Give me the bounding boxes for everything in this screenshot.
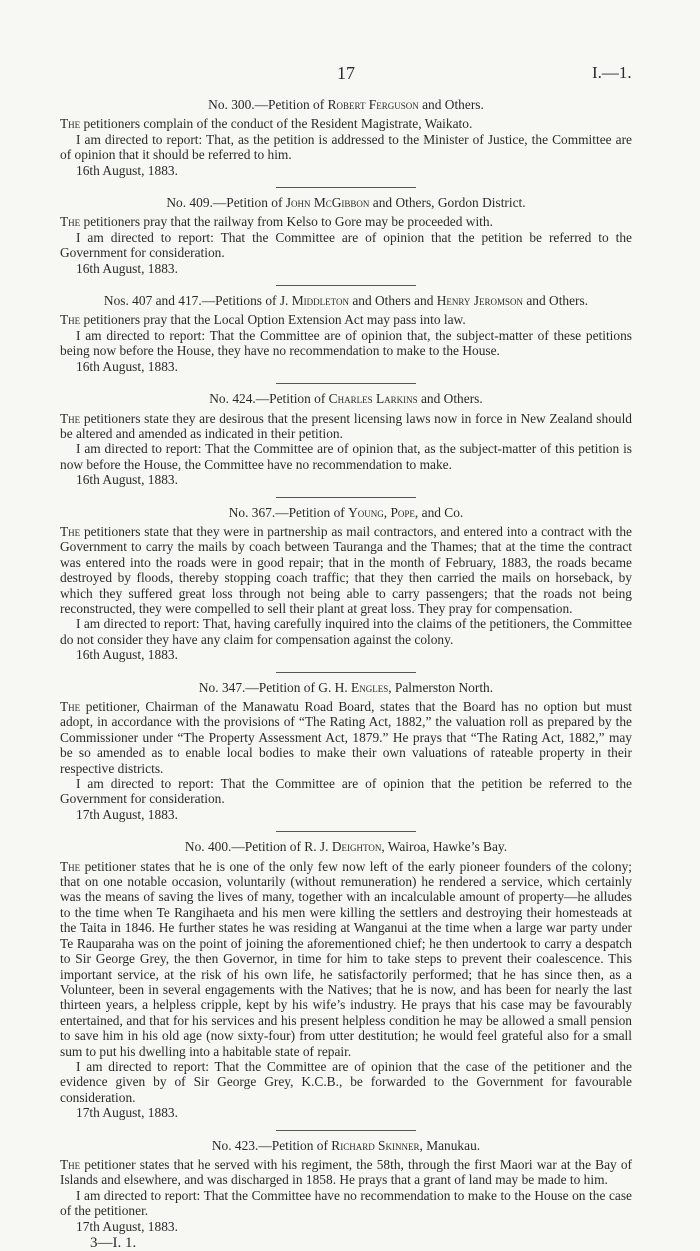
petition-367 [60, 505, 632, 663]
divider [276, 383, 416, 384]
petition-300 [60, 97, 632, 178]
committee-report: I am directed to report: That, having carefully inquired into the claims of the petitioners, the Committee do not consider they have any claim for compensation against the colony. [60, 616, 632, 647]
petition-407-417 [60, 293, 632, 374]
petition-title: No. 367.—Petition of Young, Pope, and Co. [228, 504, 464, 520]
petition-title: No. 300.—Petition of Robert Ferguson and Others. [208, 97, 484, 112]
petition-409 [60, 195, 632, 276]
divider [276, 285, 416, 286]
report-date: 17th August, 1883. [76, 806, 178, 822]
petition-body: The petitioners pray that the Local Option Extension Act may pass into law. [60, 312, 466, 328]
petitions-list [60, 97, 632, 1251]
divider [276, 187, 416, 188]
divider [276, 831, 416, 832]
divider [276, 497, 416, 498]
divider [276, 1130, 416, 1131]
petition-title: No. 424.—Petition of Charles Larkins and Others. [209, 391, 483, 407]
committee-report: I am directed to report: That the Committee are of opinion that the petition be referred to the Government for consideration. [60, 776, 632, 807]
page-number: 17 [337, 63, 355, 83]
petition-body: The petitioners state they are desirous that the present licensing laws now in force in New Zealand should be altered and amended as indicated in their petition. [60, 410, 632, 441]
petition-title: No. 423.—Petition of Richard Skinner, Manukau. [211, 1137, 481, 1153]
petition-body: The petitioner states that he is one of the only few now left of the early pioneer founders of the colony; that on one notable occasion, voluntarily (without remuneration) he rendered a service, which certainly was the means of saving the lives of many, together with an incalculable amount of property—he alludes to the time when Te Rangihaeta and his men were killing the settlers and destroying their homesteads at the Taita in 1846. He further states he was residing at Wanganui at the time when a large war party under Te Rauparaha was on the point of joining the aforementioned chief; he then undertook to carry a despatch to Sir George Grey, the then Governor, in time for him to take steps to prevent their coalescence. This important service, at the risk of his own life, he satisfactorily performed; that he has since then, as a Volunteer, been in several engagements with the Natives; that he is now, and has been for nearly the last thirteen years, a helpless cripple, kept by his wife’s industry. He prays that his case may be favourably entertained, and that for his services and his present helpless condition he may be allowed a small pension to save him in his old age (now sixty-four) from utter destitution; he would feel grateful also for a small sum to put his dwelling into a habitable state of repair. [60, 858, 632, 1059]
petition-title: Nos. 407 and 417.—Petitions of J. Middleton and Others and Henry Jeromson and Others. [103, 293, 589, 309]
petition-347 [60, 680, 632, 823]
document-reference: I.—1. [592, 63, 632, 82]
petition-body: The petitioners state that they were in partnership as mail contractors, and entered into a contract with the Government to carry the mails by coach between Tauranga and the Thames; that at the time the contract was entered into the roads were in good repair; that in the month of February, 1883, the roads became destroyed by floods, thereby stopping coach traffic; that they then carried the mails on horseback, by which they suffered great loss through not being able to carry passengers; that the roads not being reconstructed, they were compelled to sell their plant at great loss. They pray for compensation. [60, 523, 632, 616]
petition-body: The petitioners complain of the conduct of the Resident Magistrate, Waikato. [60, 116, 473, 132]
petition-body: The petitioner, Chairman of the Manawatu Road Board, states that the Board has no option but must adopt, in accordance with the provisions of “The Rating Act, 1882,” the valuation roll as prepared by the Commissioner under “The Property Assessment Act, 1879.” He prays that “The Rating Act, 1882,” may be so amended as to enable local bodies to make their own valuations of rateable property in their respective districts. [60, 699, 632, 776]
petition-400 [60, 839, 632, 1120]
petition-title: No. 347.—Petition of G. H. Engles, Palmerston North. [198, 679, 494, 695]
committee-report: I am directed to report: That the Committee have no recommendation to make to the House on the case of the petitioner. [60, 1187, 632, 1219]
report-date: 17th August, 1883. [76, 1218, 178, 1234]
committee-report: I am directed to report: That the Committee are of opinion that the petition be referred to the Government for consideration. [60, 229, 632, 261]
report-date: 16th August, 1883. [76, 472, 178, 488]
petition-body: The petitioners pray that the railway from Kelso to Gore may be proceeded with. [60, 214, 493, 230]
petition-title: No. 409.—Petition of John McGibbon and Others, Gordon District. [166, 195, 526, 211]
petition-body: The petitioner states that he served with his regiment, the 58th, through the first Maori war at the Bay of Islands and elsewhere, and was discharged in 1858. He prays that a grant of land may be made to him. [60, 1156, 632, 1188]
printer-signature: 3—I. 1. [90, 1235, 137, 1251]
committee-report: I am directed to report: That the Committee are of opinion that the case of the petitioner and the evidence given by of Sir George Grey, K.C.B., be forwarded to the Government for favourable consideration. [60, 1058, 632, 1105]
committee-report: I am directed to report: That, as the petition is addressed to the Minister of Justice, the Committee are of opinion that it should be referred to him. [60, 131, 632, 163]
report-date: 17th August, 1883. [76, 1105, 178, 1121]
report-date: 16th August, 1883. [76, 260, 178, 276]
divider [276, 672, 416, 673]
report-date: 16th August, 1883. [76, 358, 178, 374]
report-date: 16th August, 1883. [76, 162, 178, 178]
report-date: 16th August, 1883. [76, 647, 178, 663]
petition-423 [60, 1138, 632, 1234]
petition-424 [60, 391, 632, 487]
committee-report: I am directed to report: That the Committee are of opinion that, the subject-matter of these petitions being now before the House, they have no recommendation to make to the House. [60, 327, 632, 359]
committee-report: I am directed to report: That the Committee are of opinion that, as the subject-matter of this petition is now before the House, the Committee have no recommendation to make. [60, 441, 632, 472]
petition-title: No. 400.—Petition of R. J. Deighton, Wairoa, Hawke’s Bay. [184, 839, 508, 855]
